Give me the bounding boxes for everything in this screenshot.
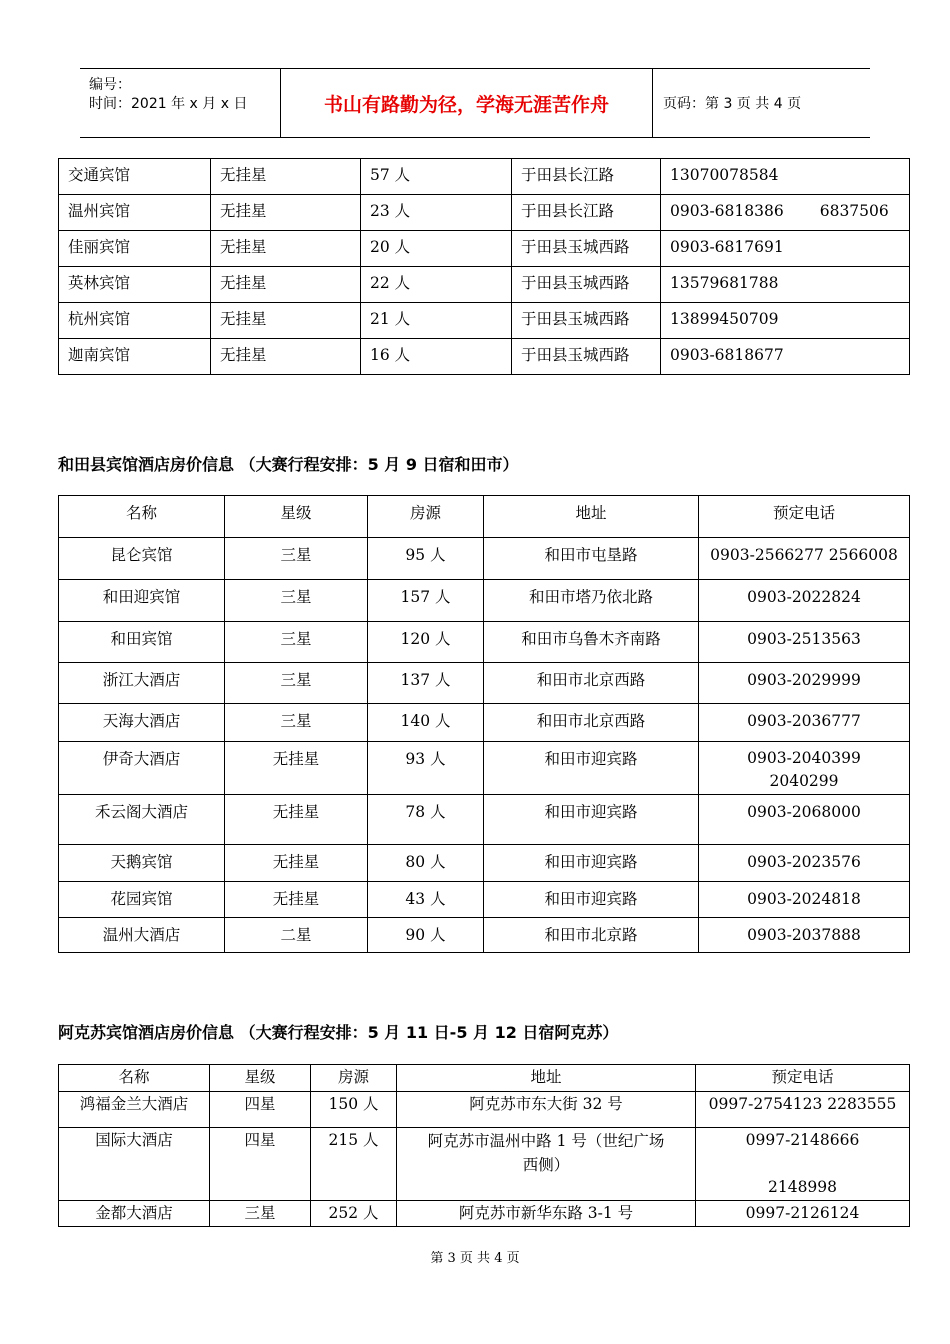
- hotel-star: 无挂星: [211, 267, 361, 303]
- hotel-name: 浙江大酒店: [59, 663, 225, 704]
- hotel-star: 无挂星: [225, 881, 368, 917]
- phone-primary: 0903-6818677: [670, 346, 784, 364]
- table-row: [59, 881, 910, 917]
- hotel-rooms: 215 人: [311, 1128, 397, 1201]
- hotel-address: 和田市北京西路: [484, 663, 699, 704]
- hotel-phone: 0903-2022824: [699, 580, 910, 622]
- hotel-address: 和田市迎宾路: [484, 794, 699, 844]
- hotel-phone: 0903-2068000: [699, 794, 910, 844]
- hotel-name: 和田宾馆: [59, 622, 225, 663]
- hotel-star: 三星: [210, 1201, 311, 1227]
- hotel-name: 和田迎宾馆: [59, 580, 225, 622]
- header-meta: [80, 69, 281, 137]
- hotel-rooms: 95 人: [368, 538, 484, 580]
- hotel-address: 和田市塔乃依北路: [484, 580, 699, 622]
- table-row: [59, 1201, 910, 1227]
- hotel-rooms: 78 人: [368, 794, 484, 844]
- hotel-name: 伊奇大酒店: [59, 742, 225, 795]
- header-star: 星级: [225, 496, 368, 538]
- hotel-address: 和田市屯垦路: [484, 538, 699, 580]
- phone-secondary: 2148998: [767, 1178, 838, 1197]
- aksu-section-title: 阿克苏宾馆酒店房价信息 （大赛行程安排：5 月 11 日-5 月 12 日宿阿克苏）: [58, 1023, 619, 1042]
- hotel-phone: 0903-2037888: [699, 917, 910, 952]
- table-row: [59, 303, 910, 339]
- hotel-rooms: 150 人: [311, 1092, 397, 1128]
- hotel-phone: 0903-2023576: [699, 844, 910, 881]
- hotel-name: 鸿福金兰大酒店: [59, 1092, 210, 1128]
- hotel-rooms: 137 人: [368, 663, 484, 704]
- hotel-star: 三星: [225, 622, 368, 663]
- hotel-phone: 0903-2024818: [699, 881, 910, 917]
- hotel-rooms: 57 人: [361, 159, 512, 195]
- header-phone: 预定电话: [696, 1065, 910, 1092]
- table-row: [59, 917, 910, 952]
- hotel-name: 花园宾馆: [59, 881, 225, 917]
- header-name: 名称: [59, 496, 225, 538]
- hotel-phone: [661, 195, 910, 231]
- hotel-address: 于田县玉城西路: [512, 267, 661, 303]
- hotel-address: 于田县长江路: [512, 195, 661, 231]
- hotel-star: 无挂星: [211, 339, 361, 375]
- hotel-name: 金都大酒店: [59, 1201, 210, 1227]
- hotel-rooms: 120 人: [368, 622, 484, 663]
- hotel-rooms: 93 人: [368, 742, 484, 795]
- hotel-rooms: 157 人: [368, 580, 484, 622]
- hotel-address: 和田市北京路: [484, 917, 699, 952]
- header-rooms: 房源: [311, 1065, 397, 1092]
- table-row: [59, 267, 910, 303]
- hotel-star: 三星: [225, 663, 368, 704]
- hotel-rooms: 80 人: [368, 844, 484, 881]
- header-rooms: 房源: [368, 496, 484, 538]
- hotel-address: 于田县玉城西路: [512, 231, 661, 267]
- hotel-address: 于田县玉城西路: [512, 303, 661, 339]
- header-name: 名称: [59, 1065, 210, 1092]
- hotel-phone: 0903-2566277 2566008: [699, 538, 910, 580]
- phone-primary: 0997-2148666: [745, 1131, 860, 1149]
- hotel-name: 天海大酒店: [59, 704, 225, 742]
- hotel-star: 无挂星: [225, 742, 368, 795]
- table-row: [59, 339, 910, 375]
- table-row: [59, 704, 910, 742]
- yutian-hotel-table: [58, 158, 910, 375]
- table-row: [59, 159, 910, 195]
- hotel-address: 于田县玉城西路: [512, 339, 661, 375]
- table-header-row: [59, 496, 910, 538]
- hotel-name: 天鹅宾馆: [59, 844, 225, 881]
- header-phone: 预定电话: [699, 496, 910, 538]
- hotel-address: 和田市乌鲁木齐南路: [484, 622, 699, 663]
- phone-secondary: 6837506: [819, 202, 889, 220]
- hotel-star: 无挂星: [225, 844, 368, 881]
- hotel-phone: [696, 1128, 910, 1201]
- hotel-star: 四星: [210, 1092, 311, 1128]
- hotel-address: 和田市迎宾路: [484, 881, 699, 917]
- hotel-phone: [661, 339, 910, 375]
- hotel-address: 和田市北京西路: [484, 704, 699, 742]
- hotel-address: 阿克苏市新华东路 3-1 号: [397, 1201, 696, 1227]
- hotel-name: 国际大酒店: [59, 1128, 210, 1201]
- time-label: 时间：2021 年 x 月 x 日: [89, 96, 248, 112]
- table-row: [59, 538, 910, 580]
- hotel-rooms: 23 人: [361, 195, 512, 231]
- hotel-phone: 0903-2513563: [699, 622, 910, 663]
- address-line-1: 阿克苏市温州中路 1 号（世纪广场: [427, 1132, 665, 1150]
- hotel-phone: [661, 159, 910, 195]
- header-address: 地址: [484, 496, 699, 538]
- table-row: [59, 1128, 910, 1201]
- hotel-phone: 0997-2754123 2283555: [696, 1092, 910, 1128]
- hotel-name: 温州大酒店: [59, 917, 225, 952]
- hotel-address: 和田市迎宾路: [484, 844, 699, 881]
- hotel-rooms: 22 人: [361, 267, 512, 303]
- hotel-address: 阿克苏市东大街 32 号: [397, 1092, 696, 1128]
- page-footer: 第 3 页 共 4 页: [430, 1251, 520, 1266]
- hotel-name: 温州宾馆: [59, 195, 211, 231]
- hotel-star: 三星: [225, 538, 368, 580]
- table-row: [59, 844, 910, 881]
- hotan-hotel-table: [58, 495, 910, 953]
- hotel-star: 无挂星: [225, 794, 368, 844]
- table-row: [59, 195, 910, 231]
- hotel-rooms: 21 人: [361, 303, 512, 339]
- hotel-star: 二星: [225, 917, 368, 952]
- table-row: [59, 742, 910, 795]
- hotel-phone: [661, 303, 910, 339]
- hotel-rooms: 90 人: [368, 917, 484, 952]
- hotel-name: 交通宾馆: [59, 159, 211, 195]
- hotel-star: 无挂星: [211, 231, 361, 267]
- hotel-star: 四星: [210, 1128, 311, 1201]
- hotel-name: 禾云阁大酒店: [59, 794, 225, 844]
- hotel-address: [397, 1128, 696, 1201]
- hotel-name: 佳丽宾馆: [59, 231, 211, 267]
- aksu-hotel-table: [58, 1064, 910, 1227]
- phone-primary: 13070078584: [670, 166, 779, 184]
- table-row: [59, 231, 910, 267]
- phone-secondary: 2040299: [769, 772, 839, 791]
- table-header-row: [59, 1065, 910, 1092]
- page-label: 页码：第 3 页 共 4 页: [663, 96, 802, 112]
- hotel-star: 三星: [225, 704, 368, 742]
- phone-primary: 13899450709: [670, 310, 779, 328]
- hotel-phone: [661, 231, 910, 267]
- address-line-2: 西侧）: [522, 1156, 570, 1175]
- document-header: [80, 68, 870, 138]
- hotel-name: 迦南宾馆: [59, 339, 211, 375]
- hotel-phone: 0903-2029999: [699, 663, 910, 704]
- phone-primary: 0903-2040399: [747, 749, 861, 767]
- hotel-name: 杭州宾馆: [59, 303, 211, 339]
- hotel-rooms: 252 人: [311, 1201, 397, 1227]
- hotel-phone: 0997-2126124: [696, 1201, 910, 1227]
- hotel-rooms: 140 人: [368, 704, 484, 742]
- table-row: [59, 622, 910, 663]
- table-row: [59, 580, 910, 622]
- number-label: 编号：: [89, 77, 131, 93]
- table-row: [59, 1092, 910, 1128]
- table-row: [59, 794, 910, 844]
- header-star: 星级: [210, 1065, 311, 1092]
- hotel-name: 昆仑宾馆: [59, 538, 225, 580]
- hotel-rooms: 16 人: [361, 339, 512, 375]
- hotan-section-title: 和田县宾馆酒店房价信息 （大赛行程安排：5 月 9 日宿和田市）: [58, 455, 519, 474]
- hotel-name: 英林宾馆: [59, 267, 211, 303]
- hotel-address: 于田县长江路: [512, 159, 661, 195]
- table-row: [59, 663, 910, 704]
- hotel-star: 无挂星: [211, 303, 361, 339]
- phone-primary: 13579681788: [670, 274, 779, 292]
- hotel-star: 无挂星: [211, 195, 361, 231]
- hotel-phone: [661, 267, 910, 303]
- hotel-address: 和田市迎宾路: [484, 742, 699, 795]
- header-address: 地址: [397, 1065, 696, 1092]
- hotel-star: 无挂星: [211, 159, 361, 195]
- hotel-phone: [699, 742, 910, 795]
- phone-primary: 0903-6818386: [670, 202, 784, 220]
- motto: 书山有路勤为径，学海无涯苦作舟: [281, 69, 653, 137]
- phone-primary: 0903-6817691: [670, 238, 784, 256]
- hotel-star: 三星: [225, 580, 368, 622]
- hotel-phone: 0903-2036777: [699, 704, 910, 742]
- hotel-rooms: 43 人: [368, 881, 484, 917]
- hotel-rooms: 20 人: [361, 231, 512, 267]
